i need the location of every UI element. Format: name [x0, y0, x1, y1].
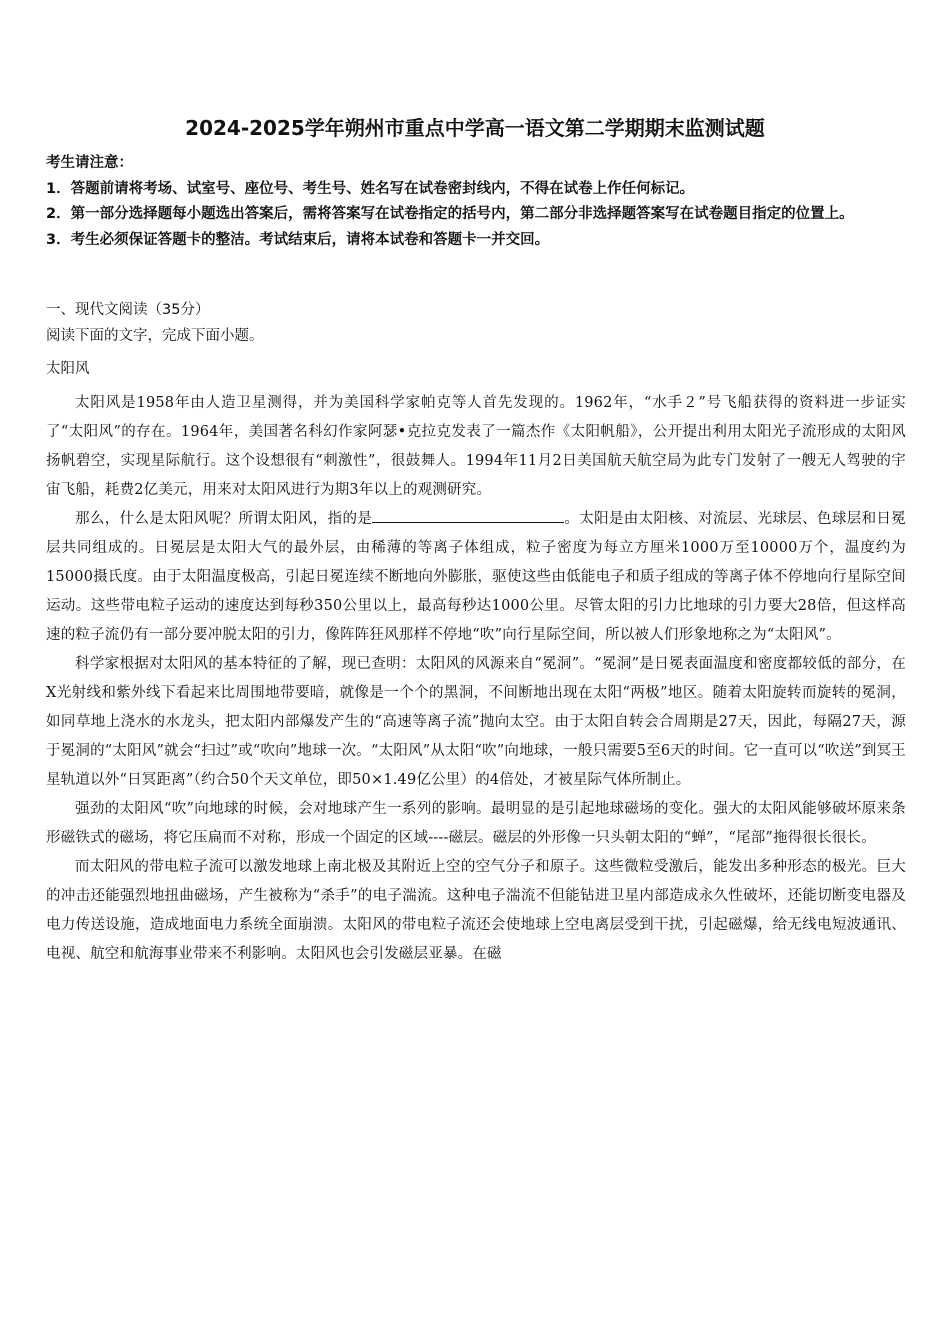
article-body: [46, 389, 906, 969]
paragraph-2: [46, 505, 906, 650]
notice-block: [46, 151, 908, 253]
paragraph-2-before: 那么，什么是太阳风呢？所谓太阳风，指的是: [75, 511, 373, 527]
paragraph-3: 科学家根据对太阳风的基本特征的了解，现已查明：太阳风的风源来自“冕洞”。“冕洞”是日冕表面温度和密度都较低的部分，在X光射线和紫外线下看起来比周围地带要暗，就像是一个个的黑洞，不间断地出现在太阳“两极”地区。随着太阳旋转而旋转的冕洞，如同草地上浇水的水龙头，把太阳内部爆发产生的“高速等离子流”抛向太空。由于太阳自转会合周期是27天，因此，每隔27天，源于冕洞的“太阳风”就会“扫过”或“吹向”地球一次。“太阳风”从太阳“吹”向地球，一般只需要5至6天的时间。它一直可以“吹送”到冥王星轨道以外“日冥距离”（约合50个天文单位，即50×1.49亿公里）的4倍处，才被星际气体所制止。: [46, 656, 906, 788]
page-title: 2024-2025学年朔州市重点中学高一语文第二学期期末监测试题: [185, 116, 765, 140]
paragraph-5: 而太阳风的带电粒子流可以激发地球上南北极及其附近上空的空气分子和原子。这些微粒受激后，能发出多种形态的极光。巨大的冲击还能强烈地扭曲磁场，产生被称为“杀手”的电子湍流。这种电子湍流不但能钻进卫星内部造成永久性破坏，还能切断变电器及电力传送设施，造成地面电力系统全面崩溃。太阳风的带电粒子流还会使地球上空电离层受到干扰，引起磁爆，给无线电短波通讯、电视、航空和航海事业带来不利影响。太阳风也会引发磁层亚暴。在磁: [46, 859, 906, 962]
section-heading-text: 一、现代文阅读（35分）: [46, 302, 210, 318]
notice-item-3: 3．考生必须保证答题卡的整洁。考试结束后，请将本试卷和答题卡一并交回。: [46, 231, 550, 248]
answer-blank[interactable]: [372, 508, 564, 523]
section-heading: [46, 298, 908, 322]
notice-item-2: 2．第一部分选择题每小题选出答案后，需将答案写在试卷指定的括号内，第二部分非选择题答案写在试卷题目指定的位置上。: [46, 206, 854, 222]
paragraph-4: 强劲的太阳风“吹”向地球的时候，会对地球产生一系列的影响。最明显的是引起地球磁场的变化。强大的太阳风能够破坏原来条形磁铁式的磁场，将它压扁而不对称，形成一个固定的区域----磁层。磁层的外形像一只头朝太阳的“蝉”，“尾部”拖得很长很长。: [46, 801, 906, 846]
article-title: 太阳风: [46, 361, 90, 377]
paragraph-1: 太阳风是1958年由人造卫星测得，并为美国科学家帕克等人首先发现的。1962年，“水手２”号飞船获得的资料进一步证实了“太阳风”的存在。1964年，美国著名科幻作家阿瑟•克拉克发表了一篇杰作《太阳帆船》，公开提出利用太阳光子流形成的太阳风扬帆碧空，实现星际航行。这个设想很有“刺激性”，很鼓舞人。1994年11月2日美国航天航空局为此专门发射了一艘无人驾驶的宇宙飞船，耗费2亿美元，用来对太阳风进行为期3年以上的观测研究。: [46, 395, 906, 498]
notice-item-1: 1．答题前请将考场、试室号、座位号、考生号、姓名写在试卷密封线内，不得在试卷上作任何标记。: [46, 180, 695, 197]
paragraph-2-after: 。太阳是由太阳核、对流层、光球层、色球层和日冕层共同组成的。日冕层是太阳大气的最外层，由稀薄的等离子体组成，粒子密度为每立方厘米1000万至10000万个，温度约为15000摄氏度。由于太阳温度极高，引起日冕连续不断地向外膨胀，驱使这些由低能电子和质子组成的等离子体不停地向行星际空间运动。这些带电粒子运动的速度达到每秒350公里以上，最高每秒达1000公里。尽管太阳的引力比地球的引力要大28倍，但这样高速的粒子流仍有一部分要冲脱太阳的引力，像阵阵狂风那样不停地“吹”向行星际空间，所以被人们形象地称之为“太阳风”。: [46, 511, 906, 643]
reading-instruction: 阅读下面的文字，完成下面小题。: [46, 328, 264, 344]
notice-heading: 考生请注意：: [46, 155, 133, 171]
